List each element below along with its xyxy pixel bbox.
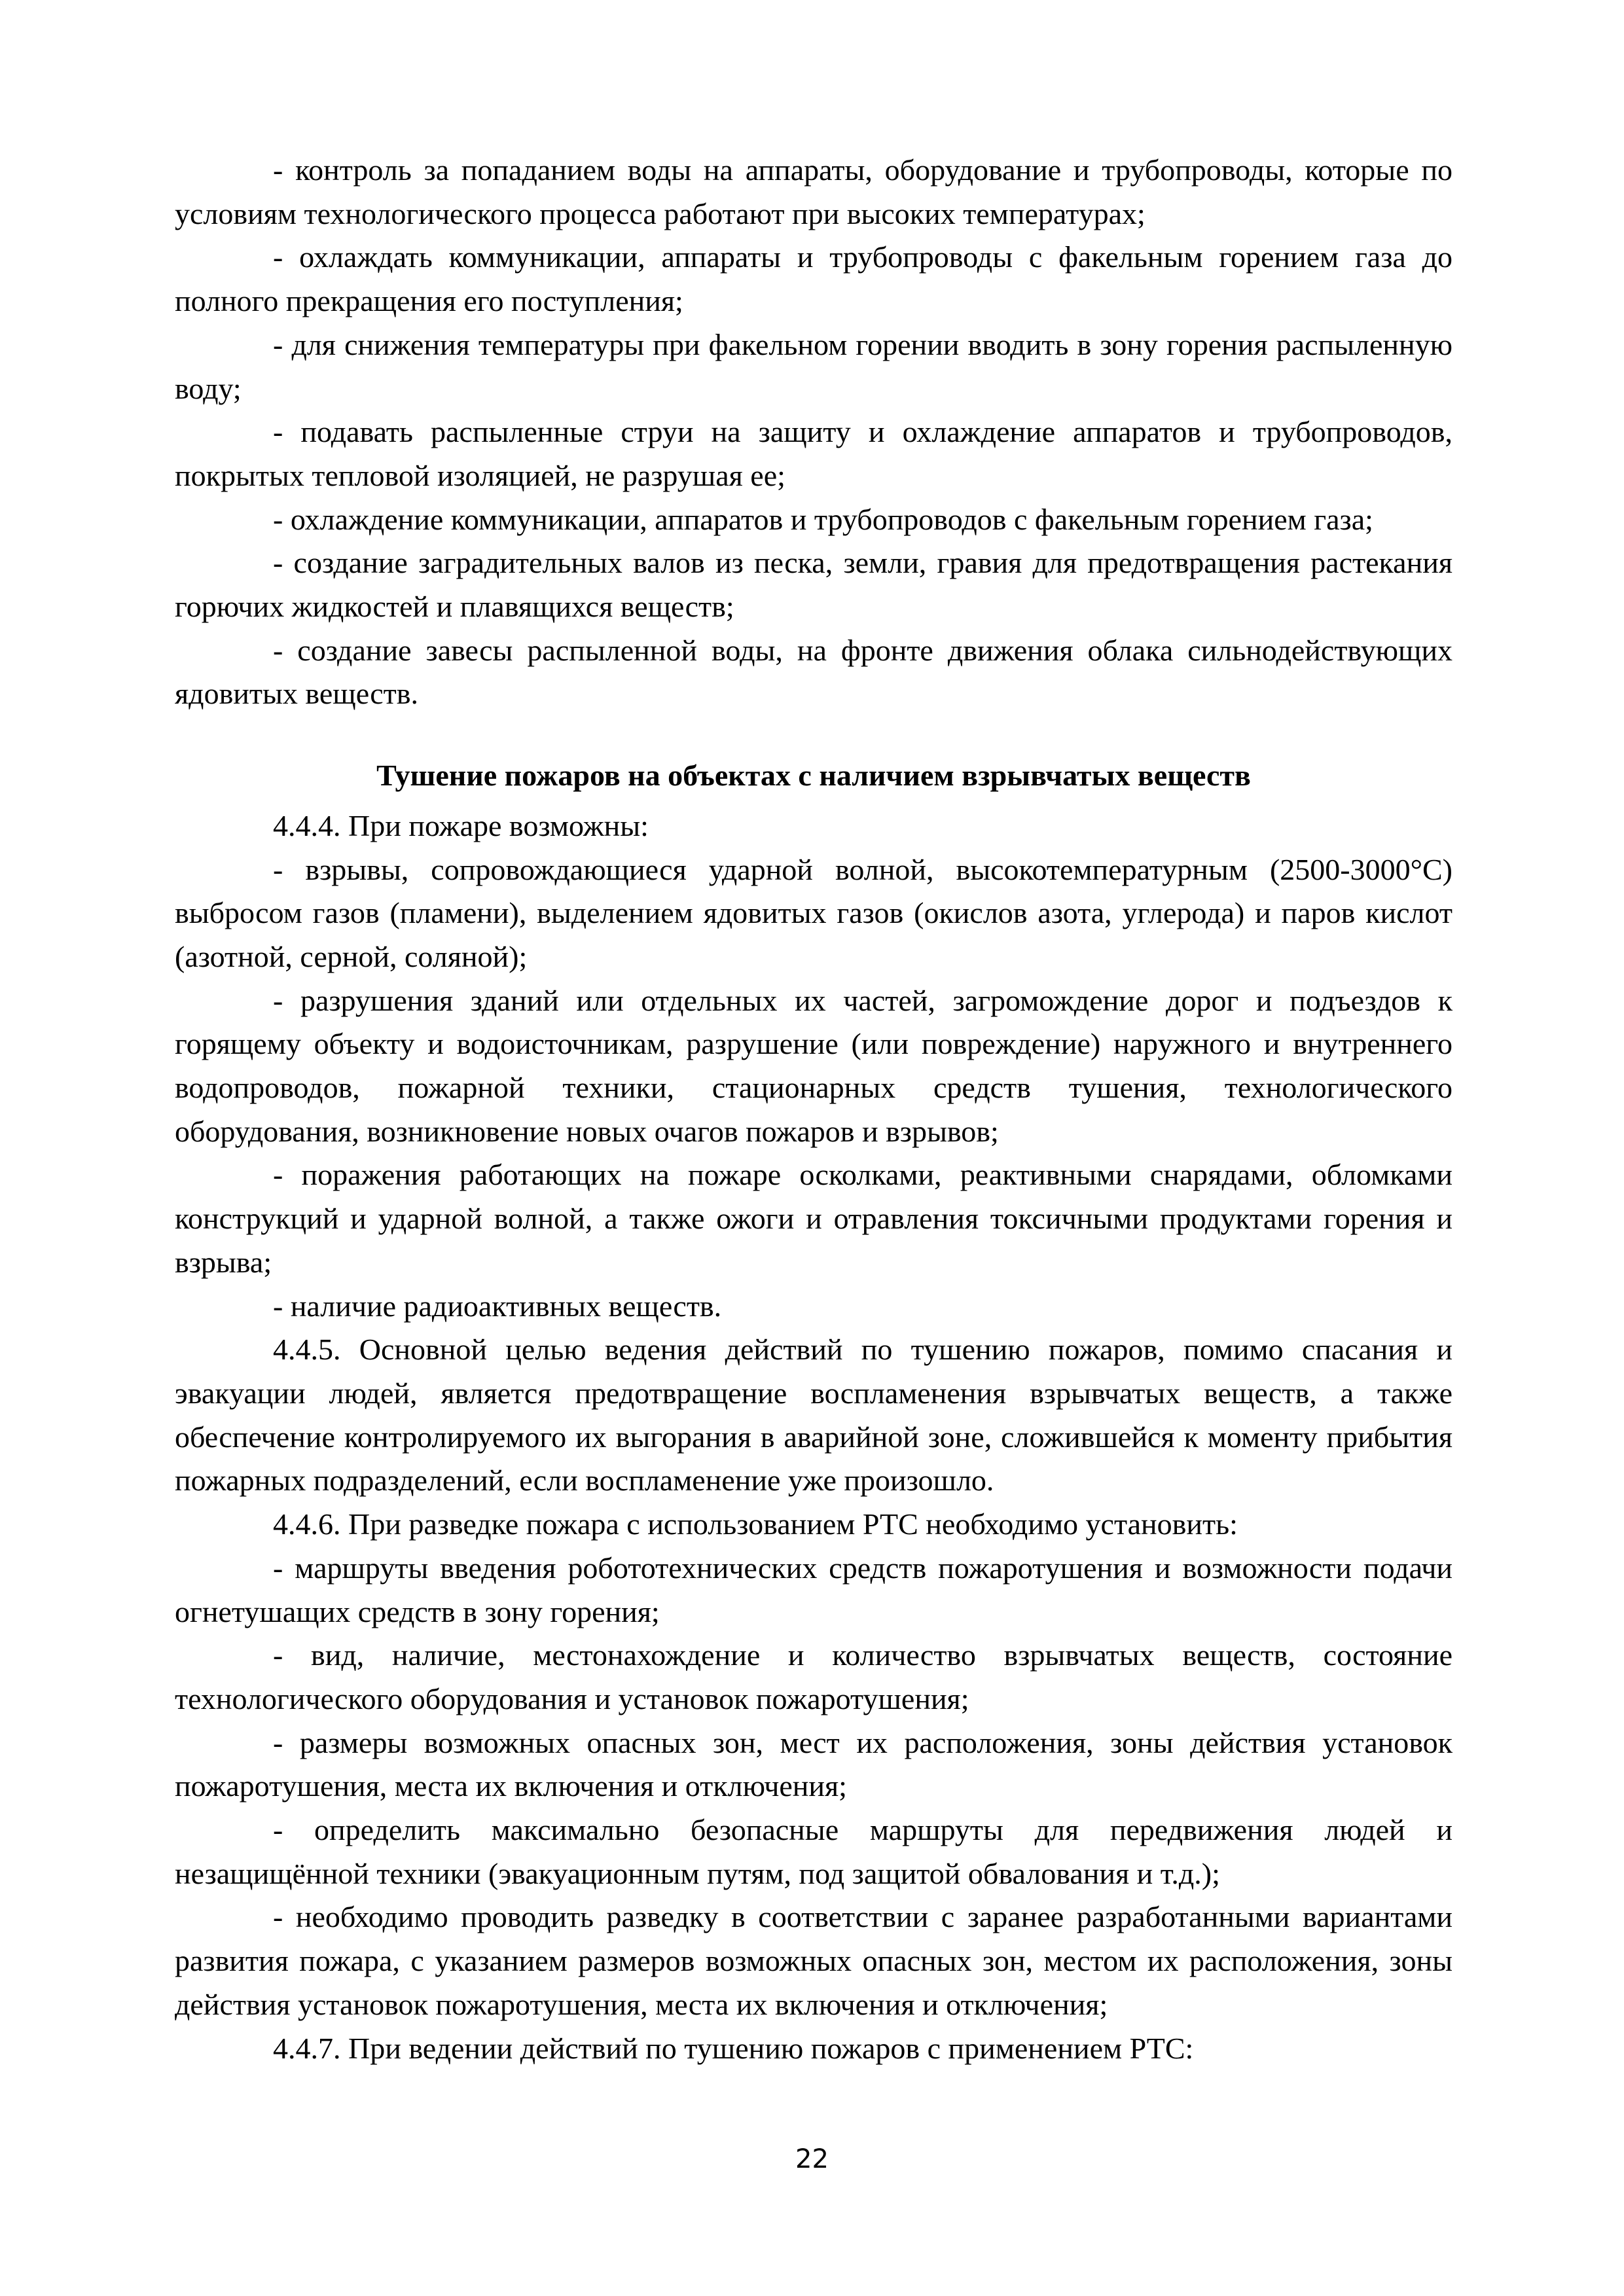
- paragraph-protect-insulated: - подавать распыленные струи на защиту и охлаждение аппаратов и трубопроводов, покрытых тепловой изоляцией, не разрушая ее;: [175, 415, 1453, 492]
- page-number: 22: [795, 2144, 829, 2174]
- paragraph-danger-zones: - размеры возможных опасных зон, мест их расположения, зоны действия установок пожаротушения, места их включения и отключения;: [175, 1725, 1453, 1803]
- paragraph-reconnaissance: - необходимо проводить разведку в соответствии с заранее разработанными вариантами развития пожара, с указанием размеров возможных опасных зон, местом их расположения, зоны действия установок пожаротушения, места их включения и отключения;: [175, 1900, 1453, 2021]
- paragraph-4-4-4: 4.4.4. При пожаре возможны:: [273, 808, 649, 842]
- paragraph-routes: - маршруты введения робототехнических средств пожаротушения и возможности подачи огнетушащих средств в зону горения;: [175, 1551, 1453, 1628]
- paragraph-barrier-shafts: - создание заградительных валов из песка, земли, гравия для предотвращения растекания горючих жидкостей и плавящихся веществ;: [175, 546, 1453, 624]
- paragraph-explosive-type: - вид, наличие, местонахождение и количество взрывчатых веществ, состояние технологического оборудования и установок пожаротушения;: [175, 1638, 1453, 1715]
- paragraph-water-curtain: - создание завесы распыленной воды, на фронте движения облака сильнодействующих ядовитых веществ.: [175, 633, 1453, 711]
- paragraph-injuries: - поражения работающих на пожаре осколками, реактивными снарядами, обломками конструкций и ударной волной, а также ожоги и отравления токсичными продуктами горения и взрыва;: [175, 1158, 1453, 1279]
- paragraph-4-4-7: 4.4.7. При ведении действий по тушению пожаров с применением РТС:: [273, 2031, 1194, 2065]
- paragraph-cooling-gas: - охлаждение коммуникации, аппаратов и трубопроводов с факельным горением газа;: [273, 502, 1373, 536]
- paragraph-water-control: - контроль за попаданием воды на аппараты, оборудование и трубопроводы, которые по условиям технологического процесса работают при высоких температурах;: [175, 153, 1453, 230]
- page-body: [175, 149, 1453, 2070]
- paragraph-4-4-6: 4.4.6. При разведке пожара с использованием РТС необходимо установить:: [273, 1507, 1238, 1541]
- paragraph-spray-water: - для снижения температуры при факельном горении вводить в зону горения распыленную воду;: [175, 327, 1453, 405]
- section-heading: Тушение пожаров на объектах с наличием взрывчатых веществ: [376, 759, 1251, 793]
- paragraph-4-4-5: 4.4.5. Основной целью ведения действий по тушению пожаров, помимо спасания и эвакуации людей, является предотвращение воспламенения взрывчатых веществ, а также обеспечение контролируемого их выгорания в аварийной зоне, сложившейся к моменту прибытия пожарных подразделений, если воспламенение уже произошло.: [175, 1333, 1453, 1498]
- paragraph-safe-routes: - определить максимально безопасные маршруты для передвижения людей и незащищённой техники (эвакуационным путям, под защитой обвалования и т.д.);: [175, 1813, 1453, 1890]
- paragraph-cool-communications: - охлаждать коммуникации, аппараты и трубопроводы с факельным горением газа до полного прекращения его поступления;: [175, 240, 1453, 318]
- paragraph-destruction: - разрушения зданий или отдельных их частей, загромождение дорог и подъездов к горящему объекту и водоисточникам, разрушение (или повреждение) наружного и внутреннего водопроводов, пожарной техники, стационарных средств тушения, технологического оборудования, возникновение новых очагов пожаров и взрывов;: [175, 983, 1453, 1148]
- paragraph-radioactive: - наличие радиоактивных веществ.: [273, 1289, 722, 1323]
- paragraph-explosions: - взрывы, сопровождающиеся ударной волной, высокотемпературным (2500-3000°С) выбросом газов (пламени), выделением ядовитых газов (окислов азота, углерода) и паров кислот (азотной, серной, соляной);: [175, 852, 1453, 973]
